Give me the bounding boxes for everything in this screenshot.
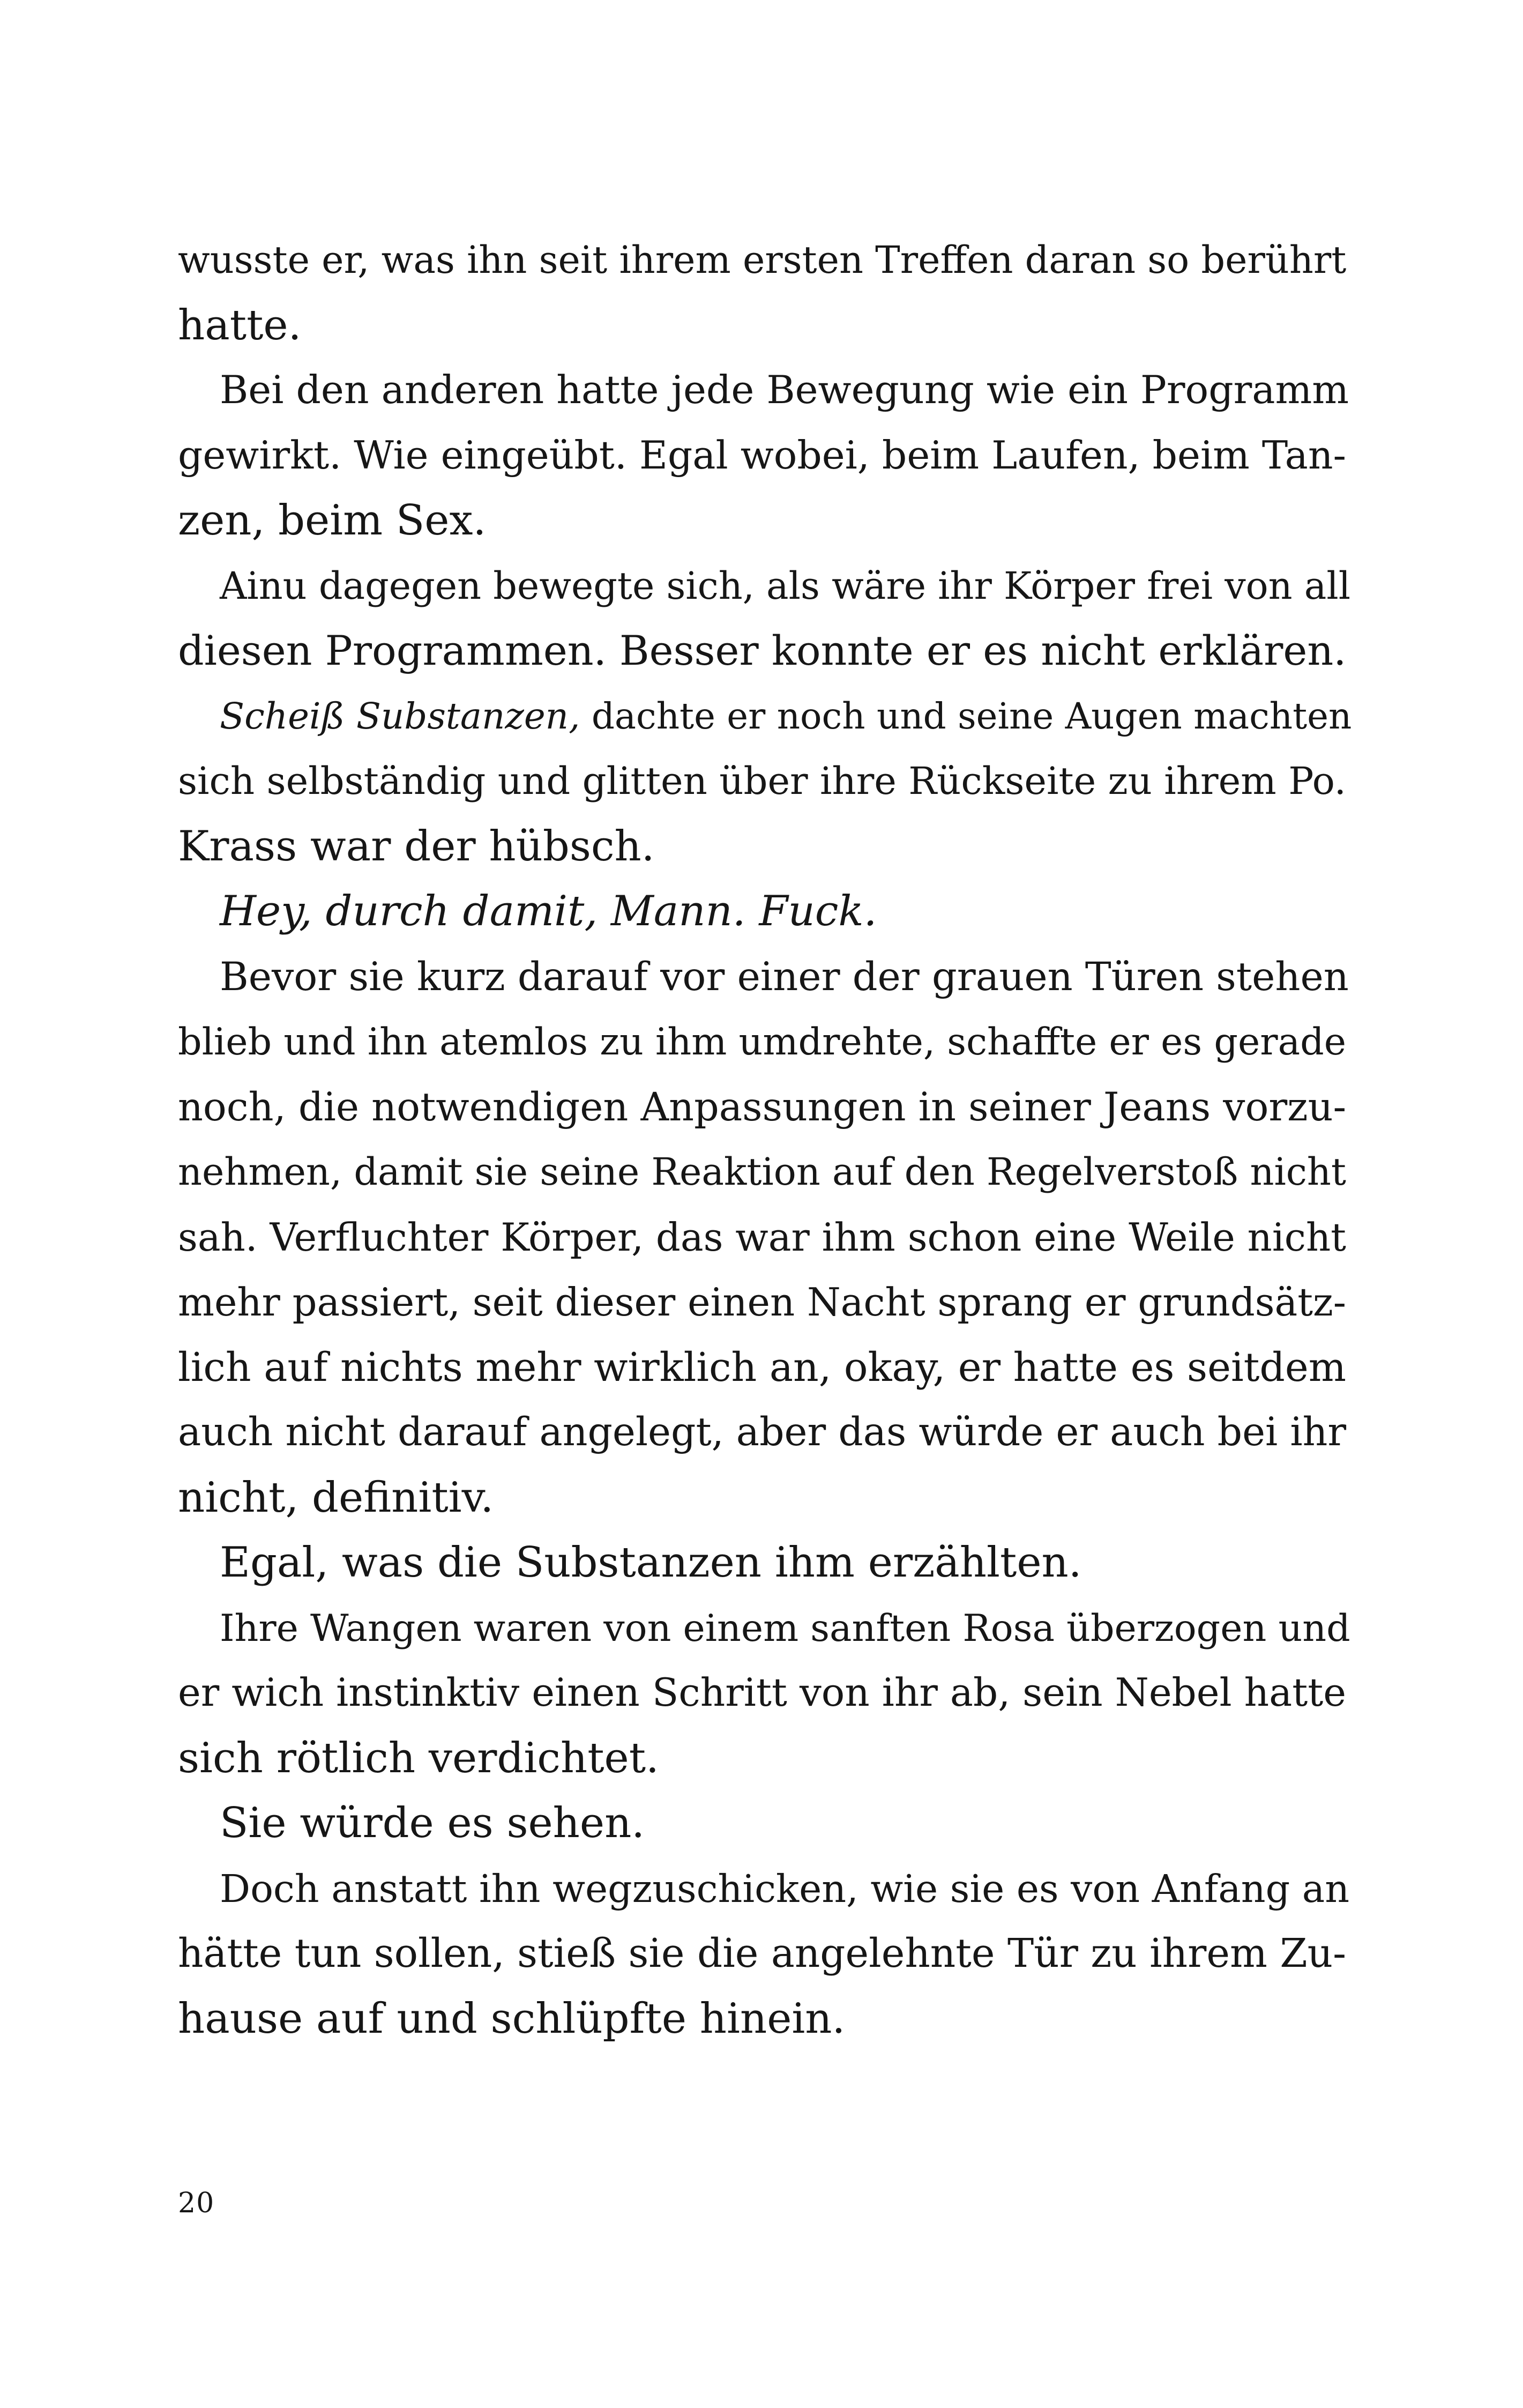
text-span: hause auf und schlüpfte hinein. <box>178 1994 846 2043</box>
text-line <box>178 1596 1350 1661</box>
text-span: wusste er, was ihn seit ihrem ersten Treffen daran so berührt <box>178 239 1347 282</box>
text-span: Krass war der hübsch. <box>178 822 655 871</box>
text-line <box>178 1726 1346 1792</box>
text-line <box>178 488 1346 554</box>
text-span: Ihre Wangen waren von einem sanften Rosa überzogen und <box>220 1606 1350 1650</box>
italic-phrase: Hey, durch damit, Mann. Fuck. <box>220 887 877 935</box>
text-line <box>178 1530 1346 1596</box>
text-line <box>178 814 1346 880</box>
text-span: nicht, definitiv. <box>178 1473 494 1522</box>
text-span: mehr passiert, seit dieser einen Nacht sprang er grundsätz- <box>178 1280 1346 1325</box>
text-line <box>178 358 1349 423</box>
text-span: zen, beim Sex. <box>178 496 487 545</box>
text-span: noch, die notwendigen Anpassungen in seiner Jeans vorzu- <box>178 1084 1347 1130</box>
text-line <box>178 879 1346 945</box>
page-number: 20 <box>178 2187 215 2219</box>
text-line <box>178 1400 1346 1466</box>
text-span: Ainu dagegen bewegte sich, als wäre ihr Körper frei von all <box>220 564 1351 608</box>
text-span: sah. Verfluchter Körper, das war ihm schon eine Weile nicht <box>178 1214 1346 1260</box>
text-line <box>178 1856 1350 1922</box>
body-text <box>178 228 1352 2052</box>
text-span: Bei den anderen hatte jede Bewegung wie ein Programm <box>220 368 1349 413</box>
italic-phrase: Scheiß Substanzen, <box>220 695 580 737</box>
text-line <box>178 293 1346 359</box>
text-span: blieb und ihn atemlos zu ihm umdrehte, schaffte er es gerade <box>178 1020 1346 1064</box>
text-span: Egal, was die Substanzen ihm erzählten. <box>220 1539 1082 1587</box>
text-span: dachte er noch und seine Augen machten <box>580 695 1352 737</box>
text-line <box>178 1921 1346 1987</box>
text-span: auch nicht darauf angelegt, aber das würde er auch bei ihr <box>178 1410 1346 1455</box>
text-span: gewirkt. Wie eingeübt. Egal wobei, beim Laufen, beim Tan- <box>178 433 1346 478</box>
text-span: Doch anstatt ihn wegzuschicken, wie sie es von Anfang an <box>220 1866 1350 1911</box>
text-line <box>178 945 1349 1010</box>
text-span: diesen Programmen. Besser konnte er es nicht erklären. <box>178 627 1347 674</box>
text-line <box>178 1140 1346 1205</box>
text-span: hätte tun sollen, stieß sie die angelehnte Tür zu ihrem Zu- <box>178 1931 1346 1976</box>
text-span: Bevor sie kurz darauf vor einer der grauen Türen stehen <box>220 954 1349 1000</box>
text-span: er wich instinktiv einen Schritt von ihr ab, sein Nebel hatte <box>178 1670 1346 1715</box>
text-line <box>178 1205 1346 1270</box>
text-line <box>178 684 1352 749</box>
text-span: Sie würde es sehen. <box>220 1799 645 1847</box>
text-line <box>178 1466 1346 1531</box>
text-line <box>178 1335 1346 1401</box>
text-span: lich auf nichts mehr wirklich an, okay, er hatte es seitdem <box>178 1344 1346 1391</box>
text-line <box>178 619 1346 684</box>
text-line <box>178 1270 1346 1335</box>
text-line <box>178 1009 1346 1075</box>
text-line <box>178 1075 1346 1140</box>
text-line <box>178 554 1351 619</box>
text-span: sich selbständig und glitten über ihre Rückseite zu ihrem Po. <box>178 759 1346 803</box>
text-span: nehmen, damit sie seine Reaktion auf den Regelverstoß nicht <box>178 1150 1346 1194</box>
text-line <box>178 1661 1346 1726</box>
text-span: hatte. <box>178 301 302 350</box>
text-line <box>178 749 1346 814</box>
text-line <box>178 423 1346 489</box>
text-span: sich rötlich verdichtet. <box>178 1734 659 1782</box>
text-line <box>178 1791 1346 1856</box>
text-line <box>178 228 1346 293</box>
text-line <box>178 1987 1346 2052</box>
